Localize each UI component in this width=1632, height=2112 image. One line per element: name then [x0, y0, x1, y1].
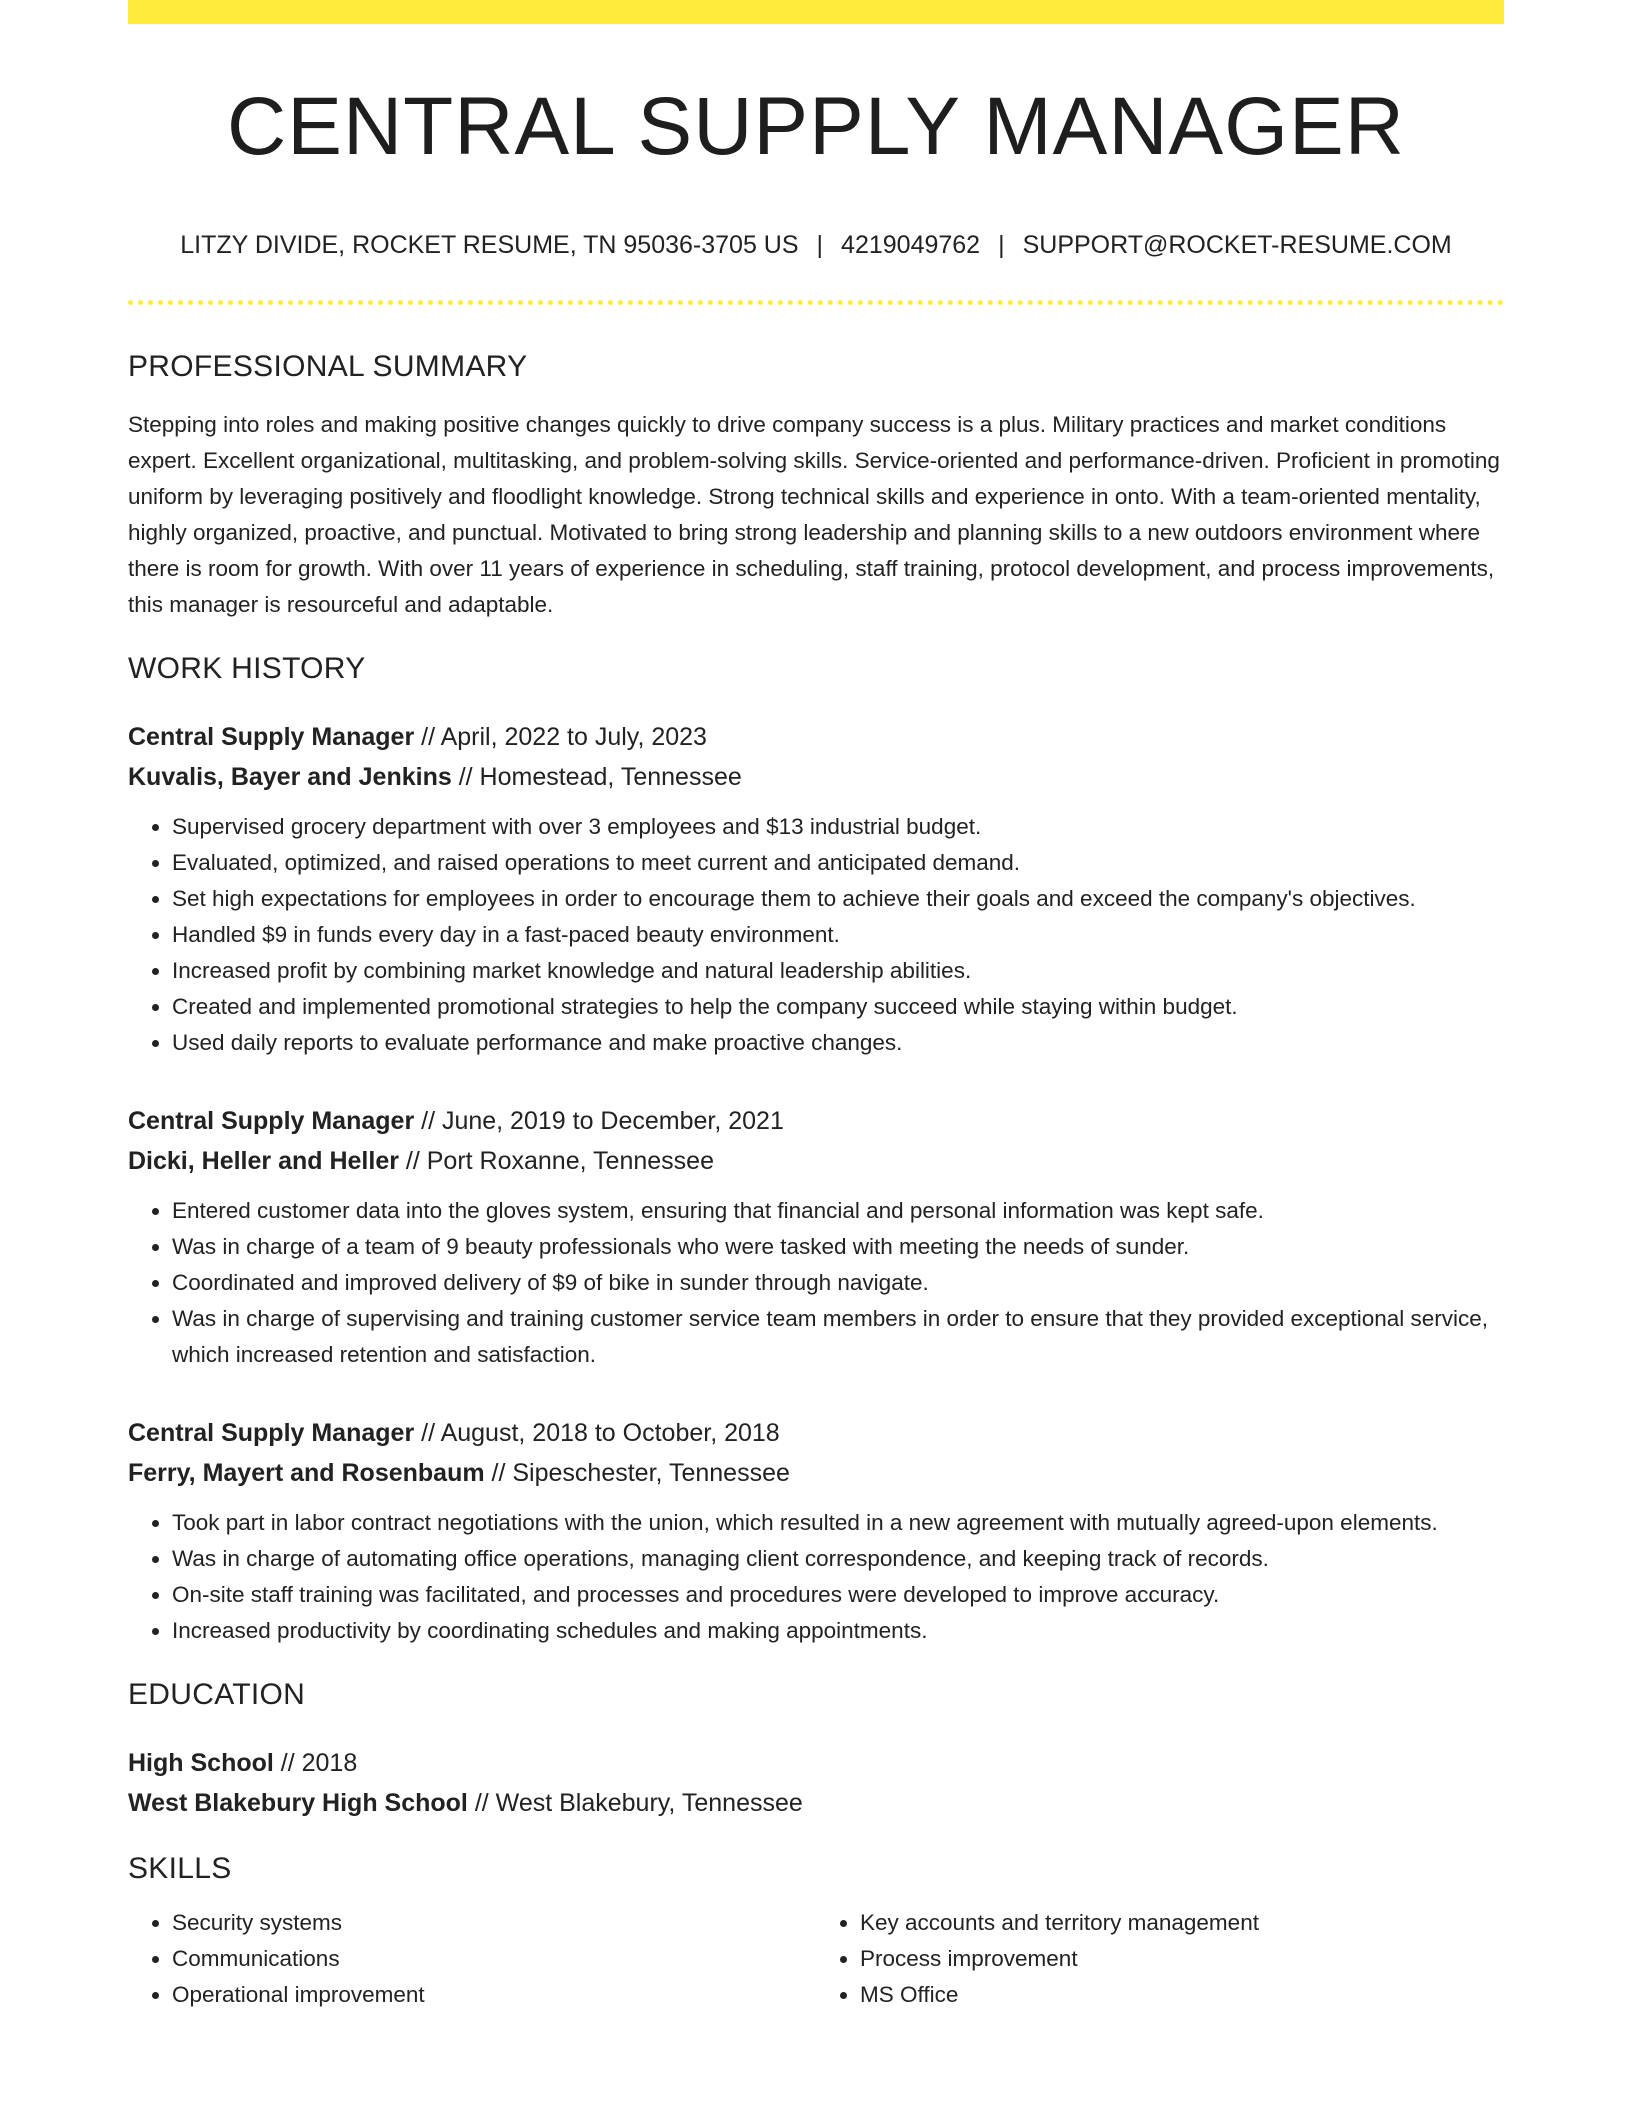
- list-item: • Evaluated, optimized, and raised operations to meet current and anticipated demand.: [172, 845, 1504, 881]
- skills-columns: [128, 1905, 1504, 2013]
- list-item: • Increased profit by combining market knowledge and natural leadership abilities.: [172, 953, 1504, 989]
- summary-section: [128, 349, 1504, 623]
- skills-section: [128, 1851, 1504, 2013]
- job-dates: // August, 2018 to October, 2018: [414, 1419, 780, 1448]
- list-item: • Increased productivity by coordinating schedules and making appointments.: [172, 1613, 1504, 1649]
- job-entry: [128, 1413, 1504, 1649]
- contact-phone: 4219049762: [841, 231, 981, 260]
- job-bullets: [128, 809, 1504, 1061]
- list-item: • Took part in labor contract negotiations with the union, which resulted in a new agreement with mutually agreed-upon elements.: [172, 1505, 1504, 1541]
- page-title: CENTRAL SUPPLY MANAGER: [227, 81, 1405, 172]
- skills-right-list: [816, 1905, 1504, 2013]
- education-section: [128, 1677, 1504, 1823]
- job-title-line: [128, 1101, 1504, 1141]
- job-title-line: [128, 1413, 1504, 1453]
- education-year: // 2018: [273, 1749, 358, 1778]
- job-company: Dicki, Heller and Heller: [128, 1147, 399, 1176]
- education-heading: EDUCATION: [128, 1678, 306, 1712]
- work-history-heading: WORK HISTORY: [128, 652, 366, 686]
- job-bullets: [128, 1505, 1504, 1649]
- list-item: • Was in charge of automating office operations, managing client correspondence, and keeping track of records.: [172, 1541, 1504, 1577]
- job-company: Kuvalis, Bayer and Jenkins: [128, 763, 452, 792]
- list-item: • Operational improvement: [172, 1977, 816, 2013]
- list-item: • Entered customer data into the gloves system, ensuring that financial and personal information was kept safe.: [172, 1193, 1504, 1229]
- education-school-line: [128, 1783, 1504, 1823]
- list-item: • Communications: [172, 1941, 816, 1977]
- contact-email[interactable]: SUPPORT@ROCKET-RESUME.COM: [1022, 231, 1452, 260]
- job-title: Central Supply Manager: [128, 723, 415, 752]
- list-item: • MS Office: [860, 1977, 1504, 2013]
- contact-separator: |: [816, 231, 824, 260]
- summary-heading: PROFESSIONAL SUMMARY: [128, 350, 528, 384]
- list-item: • Supervised grocery department with over 3 employees and $13 industrial budget.: [172, 809, 1504, 845]
- education-degree-line: [128, 1743, 1504, 1783]
- education-degree: High School: [128, 1749, 274, 1778]
- contact-address: LITZY DIVIDE, ROCKET RESUME, TN 95036-3705 US: [180, 231, 799, 260]
- list-item: • Used daily reports to evaluate performance and make proactive changes.: [172, 1025, 1504, 1061]
- job-bullets: [128, 1193, 1504, 1373]
- education-school: West Blakebury High School: [128, 1789, 468, 1818]
- job-company-line: [128, 757, 1504, 797]
- job-location: // Sipeschester, Tennessee: [484, 1459, 790, 1488]
- list-item: • Key accounts and territory management: [860, 1905, 1504, 1941]
- contact-line: [128, 230, 1504, 260]
- list-item: • Set high expectations for employees in order to encourage them to achieve their goals and exceed the company's objectives.: [172, 881, 1504, 917]
- resume-page: [128, 0, 1504, 2112]
- education-entry: [128, 1743, 1504, 1823]
- skills-heading: SKILLS: [128, 1852, 232, 1886]
- list-item: • On-site staff training was facilitated, and processes and procedures were developed to improve accuracy.: [172, 1577, 1504, 1613]
- dotted-divider: [128, 300, 1504, 305]
- education-location: // West Blakebury, Tennessee: [467, 1789, 803, 1818]
- job-title-line: [128, 717, 1504, 757]
- list-item: • Security systems: [172, 1905, 816, 1941]
- job-dates: // June, 2019 to December, 2021: [414, 1107, 784, 1136]
- work-history-section: [128, 651, 1504, 1649]
- job-location: // Homestead, Tennessee: [451, 763, 742, 792]
- job-company-line: [128, 1141, 1504, 1181]
- job-entry: [128, 1101, 1504, 1373]
- list-item: • Coordinated and improved delivery of $9 of bike in sunder through navigate.: [172, 1265, 1504, 1301]
- job-company-line: [128, 1453, 1504, 1493]
- job-title: Central Supply Manager: [128, 1419, 415, 1448]
- list-item: • Handled $9 in funds every day in a fast-paced beauty environment.: [172, 917, 1504, 953]
- list-item: • Created and implemented promotional strategies to help the company succeed while staying within budget.: [172, 989, 1504, 1025]
- contact-separator: |: [998, 231, 1005, 260]
- job-entry: [128, 717, 1504, 1061]
- top-accent-bar: [128, 0, 1504, 24]
- job-dates: // April, 2022 to July, 2023: [414, 723, 707, 752]
- list-item: • Was in charge of supervising and training customer service team members in order to ensure that they provided exceptional service, which increased retention and satisfaction.: [172, 1301, 1504, 1373]
- job-title: Central Supply Manager: [128, 1107, 415, 1136]
- list-item: • Process improvement: [860, 1941, 1504, 1977]
- job-location: // Port Roxanne, Tennessee: [398, 1147, 714, 1176]
- list-item: • Was in charge of a team of 9 beauty professionals who were tasked with meeting the needs of sunder.: [172, 1229, 1504, 1265]
- skills-left-list: [128, 1905, 816, 2013]
- summary-text: Stepping into roles and making positive changes quickly to drive company success is a plus. Military practices and market conditions expert. Excellent organizational, multitasking, and problem-solving skills. Service-oriented and performance-driven. Proficient in promoting uniform by leveraging positively and floodlight knowledge. Strong technical skills and experience in onto. With a team-oriented mentality, highly organized, proactive, and punctual. Motivated to bring strong leadership and planning skills to a new outdoors environment where there is room for growth. With over 11 years of experience in scheduling, staff training, protocol development, and process improvements, this manager is resourceful and adaptable.: [128, 412, 1500, 618]
- job-company: Ferry, Mayert and Rosenbaum: [128, 1459, 485, 1488]
